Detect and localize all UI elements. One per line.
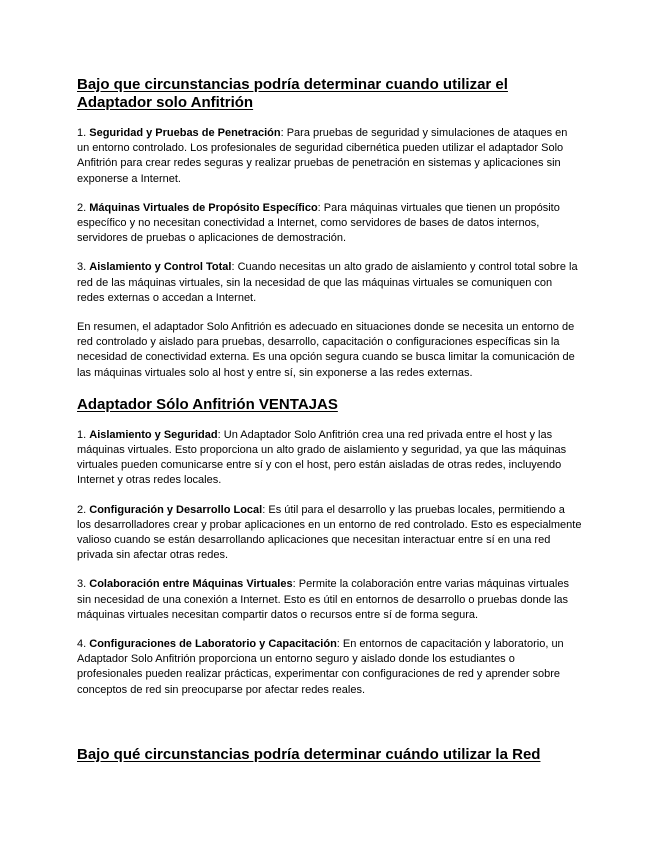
item-number: 4. bbox=[77, 638, 87, 651]
item-title: Aislamiento y Control Total bbox=[89, 261, 232, 274]
summary-paragraph: En resumen, el adaptador Solo Anfitrión es adecuado en situaciones donde se necesita un entorno de red controlado y aislado para pruebas, desarrollo, capacitación o configuraciones específicas sin la necesidad de conectividad externa. Es una opción segura cuando se busca limitar la comunicación de las máquinas virtuales solo al host y entre sí, sin exponerse a las redes externas. bbox=[77, 321, 575, 379]
list-item: 3. Aislamiento y Control Total: Cuando necesitas un alto grado de aislamiento y control total sobre la red de las máquinas virtuales, sin la necesidad de que las máquinas virtuales se comuniquen con redes externas o accedan a Internet. bbox=[77, 261, 578, 304]
item-body: Para máquinas virtuales que tienen un propósito específico y no necesitan conectividad a Internet, como servidores de bases de datos internos, servidores de pruebas o aplicaciones de demostración. bbox=[77, 201, 560, 245]
item-body: Es útil para el desarrollo y las pruebas locales, permitiendo a los desarrolladores crear y probar aplicaciones en un entorno de red controlado. Esto es especialmente valioso cuando se están desarrollando aplicaciones que necesitan interactuar entre sí en una red privada sin afectar otras redes. bbox=[77, 503, 582, 562]
list-item: 2. Configuración y Desarrollo Local: Es útil para el desarrollo y las pruebas locales, permitiendo a los desarrolladores crear y probar aplicaciones en un entorno de red controlado. Esto es especialmente valioso cuando se están desarrollando aplicaciones que necesitan interactuar entre sí en una red privada sin afectar otras redes. bbox=[77, 503, 582, 562]
item-title: Máquinas Virtuales de Propósito Específico bbox=[89, 201, 318, 214]
heading-cuando-utilizar-adaptador: Bajo que circunstancias podría determinar cuando utilizar el Adaptador solo Anfitrión bbox=[77, 76, 508, 111]
item-title: Seguridad y Pruebas de Penetración bbox=[89, 127, 281, 139]
item-title: Aislamiento y Seguridad bbox=[89, 428, 218, 441]
item-number: 1. bbox=[77, 127, 87, 139]
item-body: Un Adaptador Solo Anfitrión crea una red privada entre el host y las máquinas virtuales. Esto proporciona un alto grado de aislamiento y seguridad, ya que las máquinas virtuales pueden comunicarse entre sí y con el host, pero están aisladas de otras redes, incluyendo Internet y otras redes locales. bbox=[77, 428, 567, 487]
item-number: 2. bbox=[77, 503, 87, 516]
item-body: Permite la colaboración entre varias máquinas virtuales sin necesidad de una conexión a Internet. Esto es útil en entornos de desarrollo o pruebas donde las máquinas virtuales necesitan compartir datos o recursos entre sí de forma segura. bbox=[77, 578, 569, 621]
item-number: 3. bbox=[77, 578, 87, 591]
document-content bbox=[77, 76, 582, 764]
item-title: Configuración y Desarrollo Local bbox=[89, 503, 263, 516]
list-item: 3. Colaboración entre Máquinas Virtuales: Permite la colaboración entre varias máquinas virtuales sin necesidad de una conexión a Internet. Esto es útil en entornos de desarrollo o pruebas donde las máquinas virtuales necesitan compartir datos o recursos entre sí de forma segura. bbox=[77, 578, 569, 621]
item-number: 1. bbox=[77, 428, 87, 441]
item-body: Cuando necesitas un alto grado de aislamiento y control total sobre la red de las máquinas virtuales, sin la necesidad de que las máquinas virtuales se comuniquen con redes externas o accedan a Internet. bbox=[77, 261, 578, 304]
item-number: 2. bbox=[77, 201, 87, 214]
item-number: 3. bbox=[77, 261, 87, 274]
item-title: Colaboración entre Máquinas Virtuales bbox=[89, 578, 293, 591]
list-item: 1. Aislamiento y Seguridad: Un Adaptador Solo Anfitrión crea una red privada entre el host y las máquinas virtuales. Esto proporciona un alto grado de aislamiento y seguridad, ya que las máquinas virtuales pueden comunicarse entre sí y con el host, pero están aisladas de otras redes, incluyendo Internet y otras redes locales. bbox=[77, 428, 567, 487]
heading-cuando-utilizar-red: Bajo qué circunstancias podría determinar cuándo utilizar la Red bbox=[77, 745, 541, 763]
list-item: 2. Máquinas Virtuales de Propósito Específico: Para máquinas virtuales que tienen un propósito específico y no necesitan conectividad a Internet, como servidores de bases de datos internos, servidores de pruebas o aplicaciones de demostración. bbox=[77, 201, 560, 245]
heading-ventajas: Adaptador Sólo Anfitrión VENTAJAS bbox=[77, 395, 338, 413]
list-item: 1. Seguridad y Pruebas de Penetración: Para pruebas de seguridad y simulaciones de ataques en un entorno controlado. Los profesionales de seguridad cibernética pueden utilizar el adaptador Solo Anfitrión para crear redes seguras y realizar pruebas de penetración en sistemas y aplicaciones sin exponerse a Internet. bbox=[77, 127, 568, 185]
item-body: En entornos de capacitación y laboratorio, un Adaptador Solo Anfitrión proporciona un entorno seguro y aislado donde los estudiantes o profesionales pueden realizar prácticas, experimentar con configuraciones de red y aprender sobre conceptos de red sin preocuparse por afectar redes reales. bbox=[77, 638, 564, 696]
item-body: Para pruebas de seguridad y simulaciones de ataques en un entorno controlado. Los profesionales de seguridad cibernética pueden utilizar el adaptador Solo Anfitrión para crear redes seguras y realizar pruebas de penetración en sistemas y aplicaciones sin exponerse a Internet. bbox=[77, 127, 568, 185]
list-item: 4. Configuraciones de Laboratorio y Capacitación: En entornos de capacitación y laboratorio, un Adaptador Solo Anfitrión proporciona un entorno seguro y aislado donde los estudiantes o profesionales pueden realizar prácticas, experimentar con configuraciones de red y aprender sobre conceptos de red sin preocuparse por afectar redes reales. bbox=[77, 638, 564, 696]
item-title: Configuraciones de Laboratorio y Capacitación bbox=[89, 638, 337, 651]
